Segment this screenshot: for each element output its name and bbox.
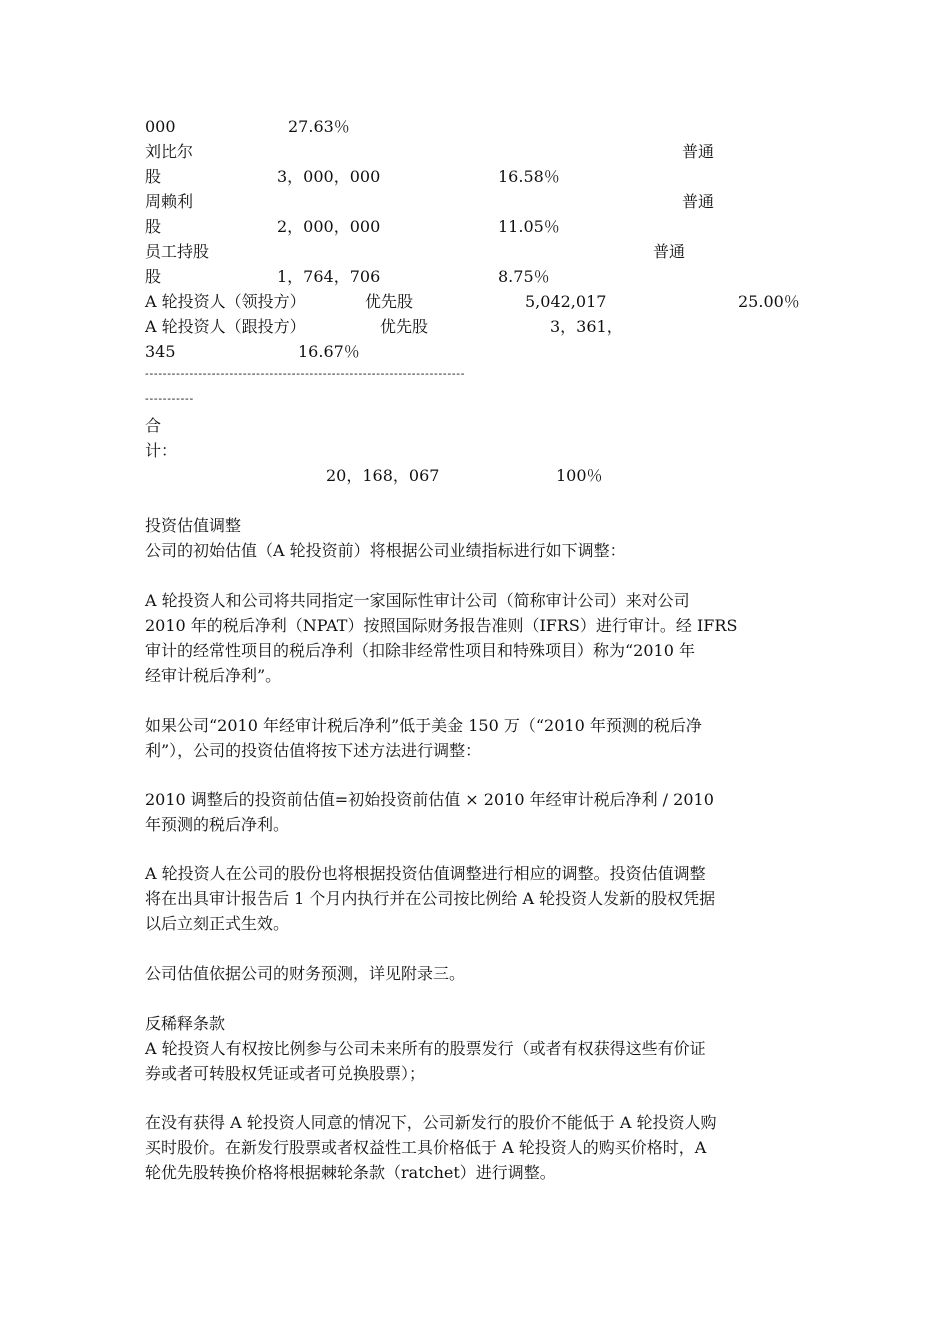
valuation-heading-text: 投资估值调整 bbox=[145, 516, 242, 535]
valuation-paragraph-1 bbox=[145, 588, 810, 688]
paragraph-line: 公司估值依据公司的财务预测，详见附录三。 bbox=[145, 964, 466, 983]
paragraph-line: 2010 调整后的投资前估值=初始投资前估值 × 2010 年经审计税后净利 / 2010 bbox=[145, 790, 714, 809]
paragraph-line: 年预测的税后净利。 bbox=[145, 815, 290, 834]
valuation-formula-paragraph bbox=[145, 787, 810, 837]
total-label-b: 计： bbox=[145, 441, 178, 460]
row1-shares: 3，000，000 bbox=[277, 167, 381, 186]
row1-type-a: 普通 bbox=[682, 142, 715, 161]
paragraph-line: 在没有获得 A 轮投资人同意的情况下，公司新发行的股价不能低于 A 轮投资人购 bbox=[145, 1113, 717, 1132]
paragraph-line: 以后立刻正式生效。 bbox=[145, 914, 290, 933]
row2-type-a: 普通 bbox=[682, 192, 715, 211]
row1-pct: 16.58％ bbox=[498, 167, 560, 186]
row1-type-b: 股 bbox=[145, 167, 162, 186]
row4-pct: 25.00％ bbox=[738, 292, 800, 311]
paragraph-line: 券或者可转股权凭证或者可兑换股票）； bbox=[145, 1064, 426, 1083]
valuation-paragraph-4 bbox=[145, 861, 810, 936]
valuation-paragraph-5 bbox=[145, 961, 810, 986]
valuation-heading bbox=[145, 513, 810, 563]
total-label-a: 合 bbox=[145, 416, 162, 435]
paragraph-line: A 轮投资人有权按比例参与公司未来所有的股票发行（或者有权获得这些有价证 bbox=[145, 1039, 706, 1058]
row1-name: 刘比尔 bbox=[145, 142, 194, 161]
row5-shares-cont: 345 bbox=[145, 342, 176, 361]
paragraph-line: 如果公司“2010 年经审计税后净利”低于美金 150 万（“2010 年预测的税后净 bbox=[145, 716, 702, 735]
row4-name: A 轮投资人（领投方） bbox=[145, 292, 306, 311]
total-shares: 20，168，067 bbox=[326, 466, 440, 485]
row0-col1: 000 bbox=[145, 117, 176, 136]
row5-shares: 3，361， bbox=[550, 317, 623, 336]
paragraph-line: A 轮投资人在公司的股份也将根据投资估值调整进行相应的调整。投资估值调整 bbox=[145, 864, 706, 883]
row3-name: 员工持股 bbox=[145, 242, 210, 261]
valuation-intro: 公司的初始估值（A 轮投资前）将根据公司业绩指标进行如下调整： bbox=[145, 541, 626, 560]
row5-name: A 轮投资人（跟投方） bbox=[145, 317, 306, 336]
total-pct: 100％ bbox=[556, 466, 603, 485]
row3-type-a: 普通 bbox=[653, 242, 686, 261]
paragraph-line: 经审计税后净利”。 bbox=[145, 666, 282, 685]
row0-col2: 27.63％ bbox=[288, 117, 350, 136]
paragraph-line: 审计的经常性项目的税后净利（扣除非经常性项目和特殊项目）称为“2010 年 bbox=[145, 641, 695, 660]
row2-pct: 11.05％ bbox=[498, 217, 560, 236]
row2-shares: 2，000，000 bbox=[277, 217, 381, 236]
anti-dilution-paragraph-2 bbox=[145, 1110, 810, 1185]
row5-pct: 16.67％ bbox=[298, 342, 360, 361]
paragraph-line: 轮优先股转换价格将根据棘轮条款（ratchet）进行调整。 bbox=[145, 1163, 556, 1182]
row2-name: 周赖利 bbox=[145, 192, 194, 211]
row3-pct: 8.75％ bbox=[498, 267, 550, 286]
anti-dilution-section bbox=[145, 1011, 810, 1086]
row3-shares: 1，764，706 bbox=[277, 267, 381, 286]
paragraph-line: 利”），公司的投资估值将按下述方法进行调整： bbox=[145, 741, 482, 760]
paragraph-line: 将在出具审计报告后 1 个月内执行并在公司按比例给 A 轮投资人发新的股权凭据 bbox=[145, 889, 716, 908]
row4-type: 优先股 bbox=[365, 292, 414, 311]
row4-shares: 5,042,017 bbox=[525, 292, 607, 311]
separator-line-a: ------------------------------------------------------------------------ bbox=[145, 367, 466, 380]
paragraph-line: A 轮投资人和公司将共同指定一家国际性审计公司（简称审计公司）来对公司 bbox=[145, 591, 690, 610]
paragraph-line: 买时股价。在新发行股票或者权益性工具价格低于 A 轮投资人的购买价格时，A bbox=[145, 1138, 707, 1157]
separator-line-b: ----------- bbox=[145, 392, 194, 405]
row3-type-b: 股 bbox=[145, 267, 162, 286]
row2-type-b: 股 bbox=[145, 217, 162, 236]
paragraph-line: 2010 年的税后净利（NPAT）按照国际财务报告准则（IFRS）进行审计。经 IFRS bbox=[145, 616, 738, 635]
valuation-paragraph-2 bbox=[145, 713, 810, 763]
row5-type: 优先股 bbox=[380, 317, 429, 336]
anti-dilution-heading: 反稀释条款 bbox=[145, 1014, 226, 1033]
